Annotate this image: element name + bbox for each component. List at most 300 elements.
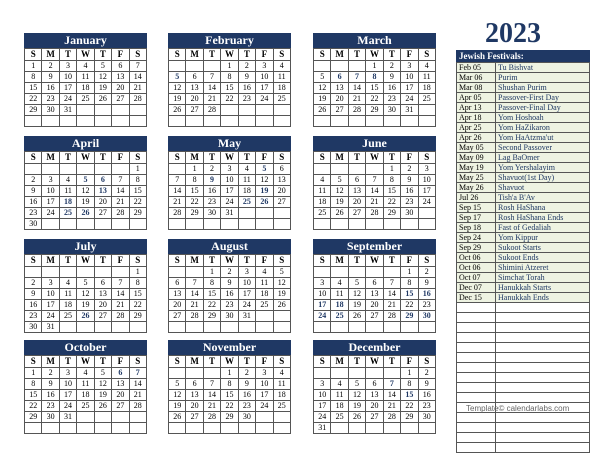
day-cell: 11 bbox=[77, 379, 94, 390]
day-cell: 9 bbox=[25, 186, 42, 197]
day-cell: 22 bbox=[221, 401, 238, 412]
festival-blank-row bbox=[457, 383, 590, 393]
weekday-label: S bbox=[314, 255, 331, 267]
day-cell: 28 bbox=[186, 311, 203, 322]
empty-cell bbox=[457, 413, 496, 423]
festival-date: Dec 07 bbox=[457, 283, 496, 293]
day-cell: 12 bbox=[169, 83, 186, 94]
day-cell: 26 bbox=[331, 208, 348, 219]
empty-cell bbox=[418, 219, 435, 230]
weekday-label: T bbox=[94, 255, 111, 267]
day-cell: 30 bbox=[238, 412, 255, 423]
empty-cell bbox=[418, 322, 435, 333]
weekday-label: M bbox=[331, 255, 348, 267]
weekday-label: W bbox=[221, 255, 238, 267]
empty-cell bbox=[273, 219, 290, 230]
day-cell: 16 bbox=[238, 83, 255, 94]
festival-date: Oct 06 bbox=[457, 253, 496, 263]
day-cell: 3 bbox=[314, 278, 331, 289]
day-cell: 23 bbox=[238, 94, 255, 105]
weekday-label: W bbox=[221, 356, 238, 368]
empty-cell bbox=[25, 423, 42, 434]
month-title: April bbox=[24, 136, 147, 151]
day-cell: 25 bbox=[77, 401, 94, 412]
day-cell: 26 bbox=[169, 105, 186, 116]
empty-cell bbox=[221, 116, 238, 127]
day-cell: 23 bbox=[401, 197, 418, 208]
empty-cell bbox=[457, 383, 496, 393]
day-cell: 29 bbox=[401, 311, 418, 322]
day-cell: 9 bbox=[238, 379, 255, 390]
day-cell: 1 bbox=[221, 368, 238, 379]
day-cell: 14 bbox=[169, 186, 186, 197]
empty-cell bbox=[94, 164, 111, 175]
festival-blank-row bbox=[457, 343, 590, 353]
empty-cell bbox=[348, 219, 365, 230]
day-cell: 29 bbox=[186, 208, 203, 219]
festival-date: Apr 26 bbox=[457, 133, 496, 143]
day-cell: 14 bbox=[366, 186, 383, 197]
empty-cell bbox=[186, 219, 203, 230]
empty-cell bbox=[331, 116, 348, 127]
day-cell: 20 bbox=[94, 300, 111, 311]
day-cell: 5 bbox=[256, 164, 273, 175]
day-cell: 28 bbox=[348, 105, 365, 116]
day-cell: 19 bbox=[169, 94, 186, 105]
empty-cell bbox=[256, 105, 273, 116]
day-cell: 20 bbox=[348, 197, 365, 208]
weekday-label: S bbox=[25, 152, 42, 164]
day-cell: 7 bbox=[366, 175, 383, 186]
day-cell: 9 bbox=[418, 379, 435, 390]
empty-cell bbox=[77, 423, 94, 434]
weekday-label: M bbox=[42, 356, 59, 368]
day-cell: 4 bbox=[331, 278, 348, 289]
day-cell: 19 bbox=[94, 83, 111, 94]
festival-date: Feb 05 bbox=[457, 63, 496, 73]
weekday-label: T bbox=[238, 49, 255, 61]
day-cell: 9 bbox=[25, 289, 42, 300]
day-cell: 7 bbox=[112, 278, 129, 289]
festival-name: Purim bbox=[496, 73, 590, 83]
day-cell: 19 bbox=[169, 401, 186, 412]
festival-name: Rosh HaShana bbox=[496, 203, 590, 213]
day-cell: 29 bbox=[129, 208, 146, 219]
day-cell: 29 bbox=[383, 208, 400, 219]
weekday-label: T bbox=[383, 356, 400, 368]
day-cell: 16 bbox=[221, 289, 238, 300]
day-cell: 11 bbox=[238, 175, 255, 186]
day-cell: 2 bbox=[238, 368, 255, 379]
empty-cell bbox=[238, 219, 255, 230]
day-cell: 22 bbox=[366, 94, 383, 105]
month-april bbox=[24, 136, 147, 230]
day-cell: 8 bbox=[129, 175, 146, 186]
day-cell: 2 bbox=[42, 61, 59, 72]
festival-name: Passover-Final Day bbox=[496, 103, 590, 113]
day-cell: 1 bbox=[401, 267, 418, 278]
festival-name: Tish'a B'Av bbox=[496, 193, 590, 203]
day-cell: 4 bbox=[77, 368, 94, 379]
day-cell: 16 bbox=[42, 83, 59, 94]
day-cell: 3 bbox=[256, 368, 273, 379]
day-cell: 21 bbox=[129, 390, 146, 401]
day-cell: 1 bbox=[129, 164, 146, 175]
day-cell: 7 bbox=[383, 379, 400, 390]
empty-cell bbox=[169, 116, 186, 127]
day-cell: 13 bbox=[169, 289, 186, 300]
empty-cell bbox=[256, 311, 273, 322]
empty-cell bbox=[273, 105, 290, 116]
empty-cell bbox=[129, 105, 146, 116]
day-cell: 17 bbox=[401, 83, 418, 94]
day-cell: 6 bbox=[186, 72, 203, 83]
day-cell: 8 bbox=[129, 278, 146, 289]
day-cell: 13 bbox=[366, 289, 383, 300]
day-cell: 13 bbox=[94, 186, 111, 197]
empty-cell bbox=[331, 219, 348, 230]
day-cell: 15 bbox=[203, 289, 220, 300]
weekday-label: T bbox=[348, 255, 365, 267]
day-cell: 28 bbox=[203, 105, 220, 116]
day-cell: 28 bbox=[383, 311, 400, 322]
day-cell: 29 bbox=[25, 412, 42, 423]
weekday-label: W bbox=[366, 49, 383, 61]
month-title: March bbox=[313, 33, 436, 48]
empty-cell bbox=[457, 363, 496, 373]
day-cell: 11 bbox=[77, 72, 94, 83]
day-cell: 7 bbox=[129, 368, 146, 379]
weekday-label: S bbox=[129, 255, 146, 267]
day-cell: 16 bbox=[383, 83, 400, 94]
day-cell: 8 bbox=[25, 72, 42, 83]
empty-cell bbox=[25, 267, 42, 278]
day-cell: 14 bbox=[129, 379, 146, 390]
day-cell: 24 bbox=[221, 197, 238, 208]
day-cell: 4 bbox=[273, 368, 290, 379]
empty-cell bbox=[331, 267, 348, 278]
weekday-label: T bbox=[59, 152, 76, 164]
festival-date: Sep 15 bbox=[457, 203, 496, 213]
empty-cell bbox=[186, 322, 203, 333]
day-cell: 19 bbox=[256, 186, 273, 197]
day-cell: 30 bbox=[203, 208, 220, 219]
day-cell: 16 bbox=[203, 186, 220, 197]
day-cell: 1 bbox=[129, 267, 146, 278]
empty-cell bbox=[129, 412, 146, 423]
day-cell: 30 bbox=[383, 105, 400, 116]
month-august bbox=[168, 239, 291, 333]
day-cell: 9 bbox=[401, 175, 418, 186]
weekday-label: S bbox=[25, 255, 42, 267]
day-cell: 26 bbox=[273, 300, 290, 311]
empty-cell bbox=[169, 267, 186, 278]
day-cell: 11 bbox=[59, 289, 76, 300]
day-cell: 4 bbox=[256, 267, 273, 278]
day-cell: 3 bbox=[238, 267, 255, 278]
day-cell: 13 bbox=[112, 379, 129, 390]
day-cell: 19 bbox=[331, 197, 348, 208]
empty-cell bbox=[203, 219, 220, 230]
empty-cell bbox=[59, 322, 76, 333]
festival-row bbox=[457, 283, 590, 293]
day-cell: 18 bbox=[331, 300, 348, 311]
month-title: August bbox=[168, 239, 291, 254]
day-cell: 15 bbox=[366, 83, 383, 94]
weekday-label: T bbox=[203, 152, 220, 164]
day-cell: 5 bbox=[314, 72, 331, 83]
day-cell: 31 bbox=[238, 311, 255, 322]
day-cell: 11 bbox=[418, 72, 435, 83]
weekday-label: F bbox=[256, 49, 273, 61]
weekday-label: M bbox=[331, 356, 348, 368]
day-cell: 18 bbox=[273, 83, 290, 94]
festival-row bbox=[457, 153, 590, 163]
day-cell: 11 bbox=[273, 72, 290, 83]
day-cell: 17 bbox=[221, 186, 238, 197]
day-cell: 6 bbox=[94, 278, 111, 289]
day-cell: 11 bbox=[256, 278, 273, 289]
day-cell: 26 bbox=[94, 94, 111, 105]
day-cell: 13 bbox=[94, 289, 111, 300]
day-cell: 17 bbox=[59, 390, 76, 401]
festival-row bbox=[457, 173, 590, 183]
day-cell: 16 bbox=[238, 390, 255, 401]
day-cell: 6 bbox=[348, 175, 365, 186]
day-cell: 23 bbox=[42, 94, 59, 105]
empty-cell bbox=[401, 116, 418, 127]
festival-name: Simchat Torah bbox=[496, 273, 590, 283]
festival-row bbox=[457, 143, 590, 153]
weekday-label: F bbox=[112, 356, 129, 368]
day-cell: 8 bbox=[203, 278, 220, 289]
empty-cell bbox=[418, 116, 435, 127]
day-cell: 12 bbox=[348, 390, 365, 401]
day-cell: 23 bbox=[221, 300, 238, 311]
festival-date: Sep 24 bbox=[457, 233, 496, 243]
festival-blank-row bbox=[457, 433, 590, 443]
day-cell: 10 bbox=[59, 379, 76, 390]
day-cell: 25 bbox=[59, 208, 76, 219]
empty-cell bbox=[314, 368, 331, 379]
day-cell: 19 bbox=[94, 390, 111, 401]
month-title: January bbox=[24, 33, 147, 48]
empty-cell bbox=[94, 219, 111, 230]
empty-cell bbox=[496, 413, 590, 423]
empty-cell bbox=[186, 267, 203, 278]
day-cell: 22 bbox=[401, 300, 418, 311]
day-cell: 1 bbox=[401, 368, 418, 379]
day-cell: 27 bbox=[112, 401, 129, 412]
empty-cell bbox=[169, 164, 186, 175]
festival-name: Shimini Atzeret bbox=[496, 263, 590, 273]
empty-cell bbox=[169, 61, 186, 72]
festival-name: Shushan Purim bbox=[496, 83, 590, 93]
weekday-label: T bbox=[348, 356, 365, 368]
day-cell: 7 bbox=[203, 379, 220, 390]
day-cell: 28 bbox=[112, 311, 129, 322]
day-cell: 16 bbox=[418, 289, 435, 300]
weekday-label: T bbox=[238, 152, 255, 164]
day-cell: 4 bbox=[418, 61, 435, 72]
festival-name: Shavuot(1st Day) bbox=[496, 173, 590, 183]
day-cell: 18 bbox=[273, 390, 290, 401]
empty-cell bbox=[383, 322, 400, 333]
empty-cell bbox=[238, 322, 255, 333]
festivals-table bbox=[456, 62, 590, 453]
weekday-label: T bbox=[238, 255, 255, 267]
day-cell: 21 bbox=[383, 401, 400, 412]
weekday-label: M bbox=[331, 152, 348, 164]
day-cell: 28 bbox=[169, 208, 186, 219]
day-cell: 7 bbox=[186, 278, 203, 289]
weekday-label: W bbox=[366, 255, 383, 267]
empty-cell bbox=[401, 423, 418, 434]
weekday-label: M bbox=[42, 152, 59, 164]
empty-cell bbox=[186, 61, 203, 72]
empty-cell bbox=[169, 423, 186, 434]
empty-cell bbox=[186, 368, 203, 379]
weekday-label: F bbox=[401, 49, 418, 61]
day-cell: 20 bbox=[94, 197, 111, 208]
weekday-label: M bbox=[42, 255, 59, 267]
weekday-label: S bbox=[314, 152, 331, 164]
weekday-label: S bbox=[169, 49, 186, 61]
weekday-label: S bbox=[273, 152, 290, 164]
day-cell: 14 bbox=[112, 186, 129, 197]
weekday-label: W bbox=[366, 356, 383, 368]
day-cell: 3 bbox=[42, 278, 59, 289]
day-cell: 2 bbox=[418, 267, 435, 278]
day-cell: 25 bbox=[238, 197, 255, 208]
weekday-label: F bbox=[256, 152, 273, 164]
festival-row bbox=[457, 193, 590, 203]
day-cell: 20 bbox=[112, 390, 129, 401]
day-cell: 2 bbox=[238, 61, 255, 72]
day-cell: 3 bbox=[221, 164, 238, 175]
empty-cell bbox=[59, 219, 76, 230]
day-cell: 22 bbox=[129, 197, 146, 208]
day-cell: 30 bbox=[418, 311, 435, 322]
festival-date: Mar 08 bbox=[457, 83, 496, 93]
day-cell: 24 bbox=[314, 311, 331, 322]
day-cell: 15 bbox=[186, 186, 203, 197]
empty-cell bbox=[457, 313, 496, 323]
empty-cell bbox=[203, 116, 220, 127]
day-cell: 10 bbox=[314, 289, 331, 300]
empty-cell bbox=[314, 164, 331, 175]
day-cell: 12 bbox=[77, 289, 94, 300]
footer-credit: Template© calendarlabs.com bbox=[466, 404, 570, 413]
empty-cell bbox=[401, 219, 418, 230]
empty-cell bbox=[383, 423, 400, 434]
month-title: September bbox=[313, 239, 436, 254]
empty-cell bbox=[112, 267, 129, 278]
day-cell: 27 bbox=[366, 412, 383, 423]
day-cell: 26 bbox=[77, 311, 94, 322]
festival-name: Lag BaOmer bbox=[496, 153, 590, 163]
day-cell: 10 bbox=[42, 186, 59, 197]
empty-cell bbox=[348, 164, 365, 175]
day-cell: 17 bbox=[314, 300, 331, 311]
empty-cell bbox=[238, 208, 255, 219]
day-cell: 19 bbox=[348, 300, 365, 311]
day-cell: 2 bbox=[221, 267, 238, 278]
day-cell: 18 bbox=[59, 197, 76, 208]
weekday-label: S bbox=[129, 356, 146, 368]
day-cell: 9 bbox=[383, 72, 400, 83]
festival-row bbox=[457, 203, 590, 213]
day-cell: 27 bbox=[112, 94, 129, 105]
month-title: May bbox=[168, 136, 291, 151]
festival-date: Apr 13 bbox=[457, 103, 496, 113]
day-cell: 8 bbox=[383, 175, 400, 186]
empty-cell bbox=[418, 105, 435, 116]
day-cell: 2 bbox=[418, 368, 435, 379]
day-cell: 21 bbox=[112, 197, 129, 208]
festival-row bbox=[457, 113, 590, 123]
day-cell: 21 bbox=[112, 300, 129, 311]
empty-cell bbox=[348, 322, 365, 333]
festival-date: May 19 bbox=[457, 163, 496, 173]
day-cell: 10 bbox=[59, 72, 76, 83]
day-cell: 11 bbox=[273, 379, 290, 390]
empty-cell bbox=[77, 164, 94, 175]
weekday-label: F bbox=[112, 255, 129, 267]
empty-cell bbox=[77, 116, 94, 127]
month-september bbox=[313, 239, 436, 333]
day-cell: 24 bbox=[42, 208, 59, 219]
empty-cell bbox=[383, 267, 400, 278]
weekday-label: W bbox=[221, 49, 238, 61]
festival-blank-row bbox=[457, 303, 590, 313]
day-cell: 11 bbox=[314, 186, 331, 197]
empty-cell bbox=[221, 105, 238, 116]
day-cell: 29 bbox=[129, 311, 146, 322]
empty-cell bbox=[221, 423, 238, 434]
festival-date: Sep 29 bbox=[457, 243, 496, 253]
day-cell: 20 bbox=[186, 401, 203, 412]
empty-cell bbox=[203, 322, 220, 333]
day-cell: 21 bbox=[169, 197, 186, 208]
empty-cell bbox=[59, 267, 76, 278]
day-cell: 21 bbox=[186, 300, 203, 311]
day-cell: 2 bbox=[42, 368, 59, 379]
weekday-label: S bbox=[129, 152, 146, 164]
day-cell: 15 bbox=[383, 186, 400, 197]
day-cell: 9 bbox=[42, 379, 59, 390]
day-cell: 10 bbox=[238, 278, 255, 289]
festival-row bbox=[457, 183, 590, 193]
empty-cell bbox=[94, 423, 111, 434]
day-cell: 18 bbox=[59, 300, 76, 311]
day-cell: 27 bbox=[186, 105, 203, 116]
empty-cell bbox=[256, 219, 273, 230]
day-cell: 22 bbox=[25, 94, 42, 105]
day-cell: 17 bbox=[42, 300, 59, 311]
festival-name: Hanukkah Starts bbox=[496, 283, 590, 293]
empty-cell bbox=[314, 116, 331, 127]
day-cell: 28 bbox=[129, 94, 146, 105]
weekday-label: T bbox=[383, 152, 400, 164]
weekday-label: F bbox=[112, 49, 129, 61]
empty-cell bbox=[169, 368, 186, 379]
empty-cell bbox=[418, 423, 435, 434]
day-cell: 30 bbox=[25, 219, 42, 230]
empty-cell bbox=[314, 322, 331, 333]
day-cell: 30 bbox=[221, 311, 238, 322]
empty-cell bbox=[366, 322, 383, 333]
